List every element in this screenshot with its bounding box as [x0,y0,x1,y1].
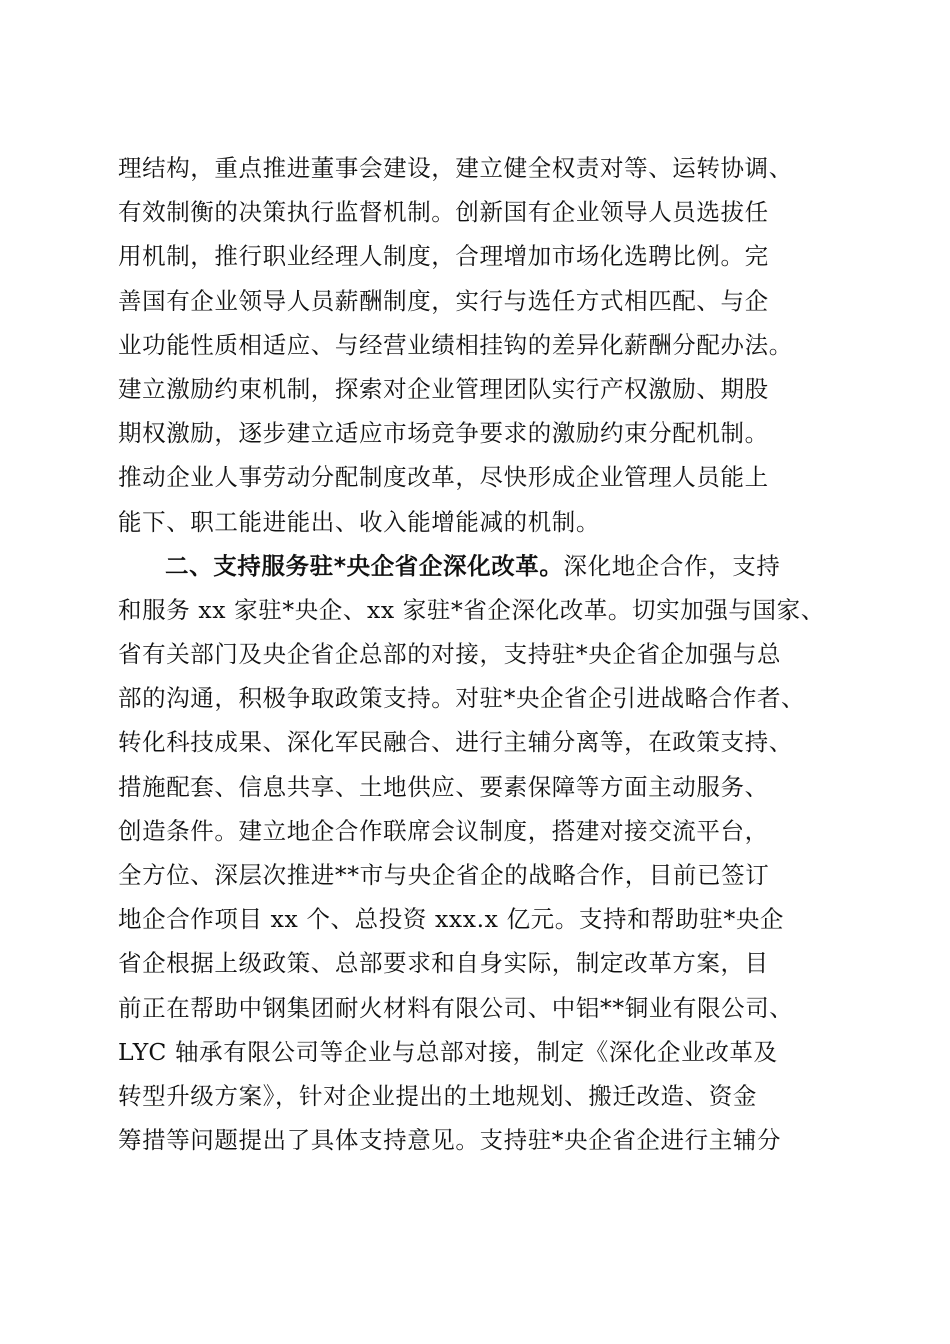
paragraph-line: 有效制衡的决策执行监督机制。创新国有企业领导人员选拔任 [118,198,769,227]
paragraph-line: 前正在帮助中钢集团耐火材料有限公司、中铝**铜业有限公司、 [118,993,794,1022]
paragraph-line: 地企合作项目 xx 个、总投资 xxx.x 亿元。支持和帮助驻*央企 [118,905,785,934]
paragraph-line: 和服务 xx 家驻*央企、xx 家驻*省企深化改革。切实加强与国家、 [118,595,825,624]
paragraph-line: 用机制，推行职业经理人制度，合理增加市场化选聘比例。完 [118,242,769,271]
paragraph-line: 省有关部门及央企省企总部的对接，支持驻*央企省企加强与总 [118,640,782,669]
paragraph-line: 推动企业人事劳动分配制度改革，尽快形成企业管理人员能上 [118,463,769,492]
paragraph-line: 转型升级方案》，针对企业提出的土地规划、搬迁改造、资金 [118,1081,757,1110]
paragraph-line: LYC 轴承有限公司等企业与总部对接，制定《深化企业改革及 [118,1037,778,1066]
paragraph-line: 筹措等问题提出了具体支持意见。支持驻*央企省企进行主辅分 [118,1126,782,1155]
paragraph-line: 措施配套、信息共享、土地供应、要素保障等方面主动服务、 [118,772,769,801]
paragraph-line: 业功能性质相适应、与经营业绩相挂钩的差异化薪酬分配办法。 [118,330,793,359]
section-two-first-line-text: 深化地企合作，支持 [563,551,781,580]
body-text [118,146,853,1162]
paragraph-line: 创造条件。建立地企合作联席会议制度，搭建对接交流平台， [118,816,769,845]
paragraph-line: 能下、职工能进能出、收入能增能减的机制。 [118,507,600,536]
paragraph-line: 建立激励约束机制，探索对企业管理团队实行产权激励、期股 [118,374,769,403]
paragraph-line: 善国有企业领导人员薪酬制度，实行与选任方式相匹配、与企 [118,286,769,315]
paragraph-line: 省企根据上级政策、总部要求和自身实际，制定改革方案，目 [118,949,769,978]
paragraph-line: 全方位、深层次推进**市与央企省企的战略合作，目前已签订 [118,861,770,889]
paragraph-line: 理结构，重点推进董事会建设，建立健全权责对等、运转协调、 [118,154,793,182]
paragraph-line: 转化科技成果、深化军民融合、进行主辅分离等，在政策支持、 [118,728,793,757]
paragraph-line: 期权激励，逐步建立适应市场竞争要求的激励约束分配机制。 [118,419,769,448]
paragraph-line: 部的沟通，积极争取政策支持。对驻*央企省企引进战略合作者、 [118,684,806,713]
section-heading: 二、支持服务驻*央企省企深化改革。 [165,551,564,580]
section-two-first-line [118,544,853,588]
